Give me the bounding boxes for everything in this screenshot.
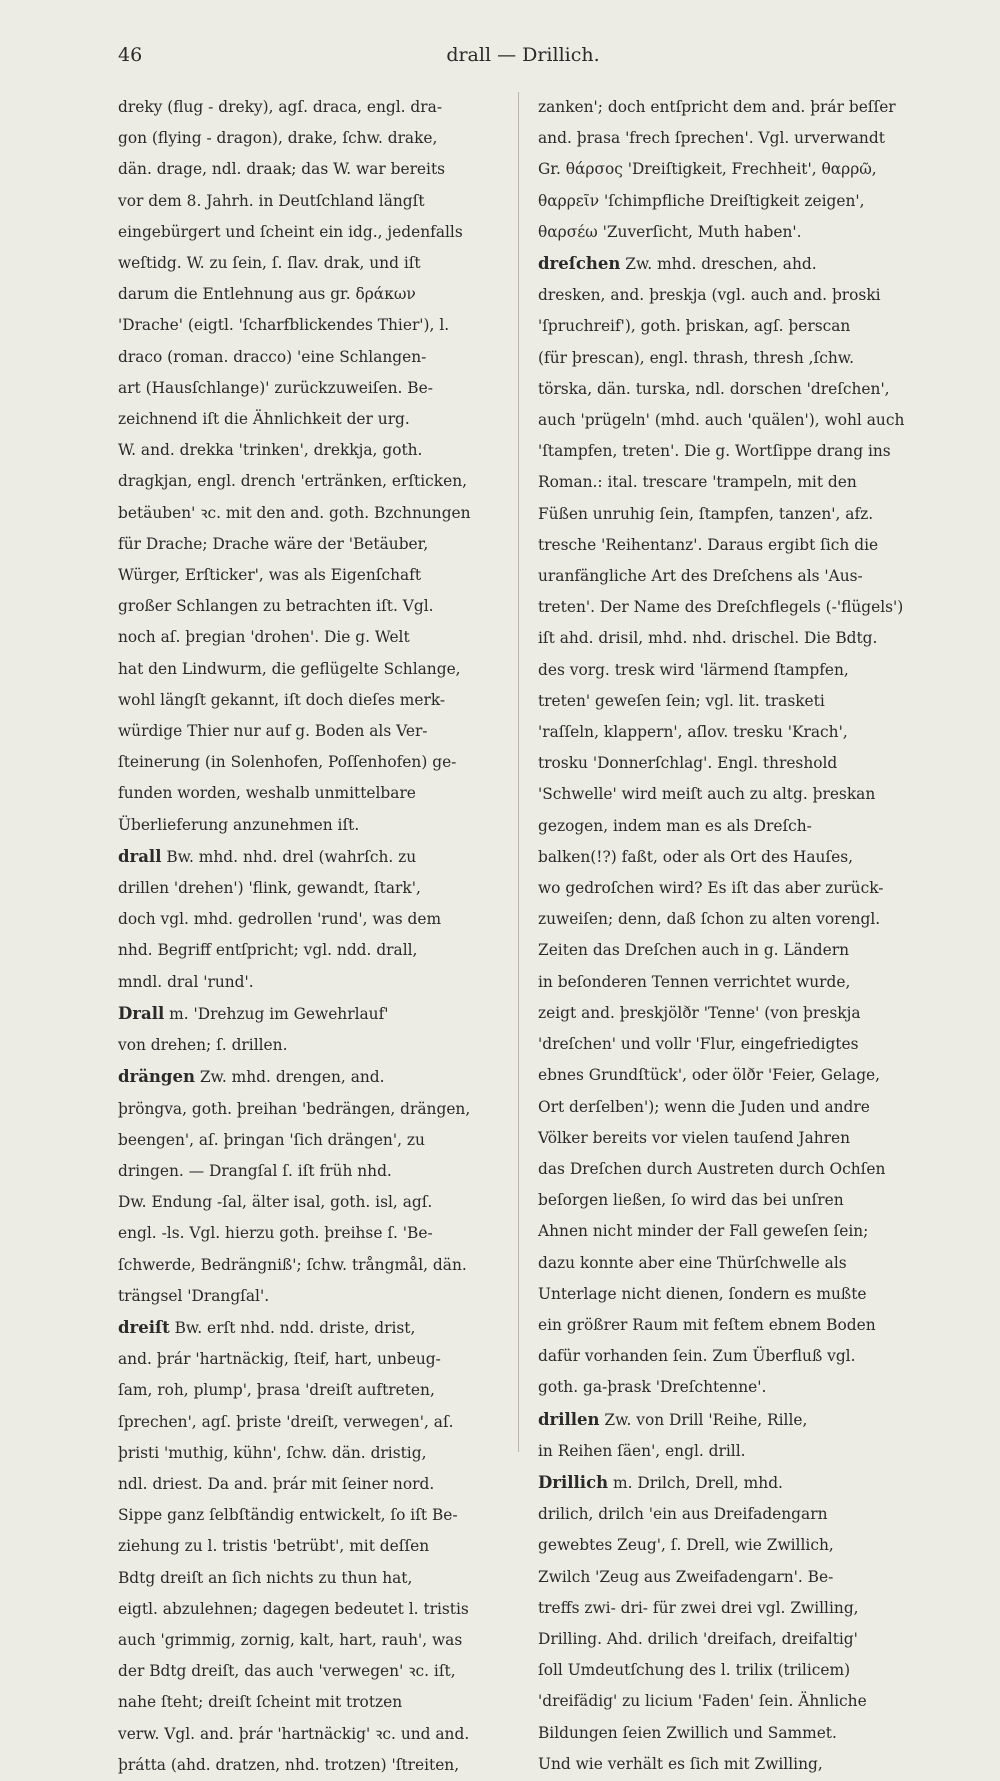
text-line xyxy=(538,374,926,405)
line-text: art (Hausſchlange)' zurückzuweiſen. Be- xyxy=(118,378,433,397)
line-text: auch 'prügeln' (mhd. auch 'quälen'), wohl auch xyxy=(538,411,905,430)
line-text: ndl. driest. Da and. þrár mit ſeiner nord. xyxy=(118,1474,435,1493)
line-text: drillen 'drehen') 'flink, gewandt, ſtark', xyxy=(118,879,421,898)
text-line xyxy=(118,810,500,841)
left-column xyxy=(118,92,500,1774)
text-line xyxy=(118,654,500,685)
line-text: Bdtg dreiſt an ſich nichts zu thun hat, xyxy=(118,1568,413,1587)
line-text: goth. ga-þrask 'Dreſchtenne'. xyxy=(538,1378,767,1397)
line-text: Überlieferung anzunehmen iſt. xyxy=(118,815,360,834)
line-text: 'ſtampfen, treten'. Die g. Wortſippe drang ins xyxy=(538,442,891,461)
column-divider xyxy=(518,92,519,1452)
text-line xyxy=(538,1372,926,1403)
line-text: ebnes Grundſtück', oder ölðr 'Feier, Gelage, xyxy=(538,1066,881,1085)
text-line xyxy=(538,1092,926,1123)
text-line xyxy=(118,1218,500,1249)
text-line xyxy=(538,1593,926,1624)
text-line xyxy=(118,248,500,279)
page-header xyxy=(118,44,928,74)
text-line xyxy=(118,716,500,747)
line-text: zeigt and. þreskjölðr 'Tenne' (von þreskja xyxy=(538,1003,861,1022)
text-line xyxy=(538,343,926,374)
text-line xyxy=(118,373,500,404)
line-text: Dw. Endung -ſal, älter isal, goth. isl, agſ. xyxy=(118,1193,433,1212)
line-text: ſprechen', agſ. þriste 'dreiſt, verwegen', aſ. xyxy=(118,1412,454,1431)
line-text: W. and. drekka 'trinken', drekkja, goth. xyxy=(118,441,423,460)
line-text: 'Drache' (eigtl. 'ſcharfblickendes Thier'), l. xyxy=(118,316,450,335)
line-text: Zw. von Drill 'Reihe, Rille, xyxy=(599,1410,808,1429)
text-line xyxy=(538,623,926,654)
line-text: tresche 'Reihentanz'. Daraus ergibt ſich die xyxy=(538,535,879,554)
line-text: dazu konnte aber eine Thürſchwelle als xyxy=(538,1253,847,1272)
line-text: Sippe ganz ſelbſtändig entwickelt, ſo iſt Be- xyxy=(118,1506,458,1525)
text-line xyxy=(118,622,500,653)
line-text: trängsel 'Drangſal'. xyxy=(118,1286,270,1305)
line-text: beſorgen ließen, ſo wird das bei unſren xyxy=(538,1191,844,1210)
line-text: Ort derſelben'); wenn die Juden und andre xyxy=(538,1097,870,1116)
line-text: würdige Thier nur auf g. Boden als Ver- xyxy=(118,722,428,741)
line-text: ſchwerde, Bedrängniß'; ſchw. trångmål, dän. xyxy=(118,1255,467,1274)
text-line xyxy=(538,1279,926,1310)
text-line xyxy=(118,1656,500,1687)
line-text: Bw. mhd. nhd. drel (wahrſch. zu xyxy=(161,847,417,866)
text-line xyxy=(538,311,926,342)
line-text: ziehung zu l. tristis 'betrübt', mit deſſen xyxy=(118,1537,430,1556)
text-line xyxy=(118,1563,500,1594)
line-text: dreky (flug - dreky), agſ. draca, engl. dra- xyxy=(118,98,443,116)
text-line xyxy=(538,655,926,686)
text-line xyxy=(538,998,926,1029)
text-line xyxy=(118,1125,500,1156)
line-text: 'dreifädig' zu licium 'Faden' ſein. Ähnliche xyxy=(538,1692,867,1711)
line-text: 'Schwelle' wird meiſt auch zu altg. þreskan xyxy=(538,785,876,804)
text-line xyxy=(118,935,500,966)
line-text: törska, dän. turska, ndl. dorschen 'dreſchen', xyxy=(538,379,890,398)
line-text: þrátta (ahd. dratzen, nhd. trotzen) 'ſtreiten, xyxy=(118,1755,460,1774)
line-text: für Drache; Drache wäre der 'Betäuber, xyxy=(118,534,429,553)
text-line xyxy=(538,1749,926,1780)
text-line xyxy=(118,529,500,560)
line-text: ſam, roh, plump', þrasa 'dreiſt auftreten, xyxy=(118,1381,435,1400)
line-text: gon (flying - dragon), drake, ſchw. drake, xyxy=(118,129,438,148)
text-line xyxy=(538,1499,926,1530)
text-line xyxy=(118,1375,500,1406)
text-line xyxy=(118,154,500,185)
text-line xyxy=(118,1187,500,1218)
entry-headword: Drillich xyxy=(538,1472,609,1492)
text-line xyxy=(538,248,926,280)
text-line xyxy=(538,499,926,530)
text-line xyxy=(118,498,500,529)
text-line xyxy=(538,1029,926,1060)
text-line xyxy=(118,435,500,466)
entry-headword: dreſchen xyxy=(538,254,621,274)
line-text: betäuben' ꝛc. mit den and. goth. Bzchnungen xyxy=(118,503,471,522)
text-line xyxy=(538,467,926,498)
text-line xyxy=(118,92,500,123)
text-line xyxy=(538,1436,926,1467)
text-line xyxy=(538,561,926,592)
text-line xyxy=(538,904,926,935)
line-text: uranfängliche Art des Dreſchens als 'Aus- xyxy=(538,567,863,586)
line-text: Zw. mhd. drengen, and. xyxy=(194,1068,385,1087)
line-text: Und wie verhält es ſich mit Zwilling, xyxy=(538,1754,823,1773)
text-line xyxy=(538,1530,926,1561)
text-line xyxy=(118,1156,500,1187)
line-text: von drehen; ſ. drillen. xyxy=(118,1036,288,1055)
text-line xyxy=(538,967,926,998)
text-line xyxy=(118,1407,500,1438)
text-line xyxy=(118,778,500,809)
line-text: Bw. erſt nhd. ndd. driste, drist, xyxy=(169,1318,416,1337)
line-text: zuweiſen; denn, daß ſchon zu alten vorengl. xyxy=(538,910,881,929)
line-text: gewebtes Zeug', ſ. Drell, wie Zwillich, xyxy=(538,1536,834,1555)
text-line xyxy=(118,1750,500,1781)
entry-headword: dreiſt xyxy=(118,1317,170,1337)
text-line xyxy=(118,1719,500,1750)
text-line xyxy=(538,1154,926,1185)
line-text: 'dreſchen' und vollr 'Flur, eingefriedigtes xyxy=(538,1035,859,1054)
line-text: auch 'grimmig, zornig, kalt, hart, rauh', was xyxy=(118,1630,463,1649)
line-text: großer Schlangen zu betrachten iſt. Vgl. xyxy=(118,597,434,616)
line-text: Füßen unruhig ſein, ſtampfen, tanzen', afz. xyxy=(538,504,874,523)
text-line xyxy=(118,279,500,310)
text-line xyxy=(538,436,926,467)
line-text: gezogen, indem man es als Dreſch- xyxy=(538,816,812,835)
line-text: funden worden, weshalb unmittelbare xyxy=(118,784,416,803)
line-text: in Reihen ſäen', engl. drill. xyxy=(538,1441,746,1460)
text-line xyxy=(118,310,500,341)
line-text: noch aſ. þregian 'drohen'. Die g. Welt xyxy=(118,628,410,647)
text-line xyxy=(538,811,926,842)
line-text: m. Drilch, Drell, mhd. xyxy=(608,1473,783,1492)
line-text: 'raſſeln, klappern', aſlov. tresku 'Krach', xyxy=(538,723,848,742)
line-text: iſt ahd. drisil, mhd. nhd. drischel. Die Bdtg. xyxy=(538,629,878,648)
line-text: Zw. mhd. dreschen, ahd. xyxy=(620,255,817,274)
line-text: dresken, and. þreskja (vgl. auch and. þroski xyxy=(538,286,881,305)
text-line xyxy=(118,1281,500,1312)
line-text: wo gedroſchen wird? Es iſt das aber zurück- xyxy=(538,879,884,898)
line-text: θαρρεῖν 'ſchimpfliche Dreiſtigkeit zeigen', xyxy=(538,191,865,210)
text-line xyxy=(538,717,926,748)
line-text: (für þrescan), engl. thrash, thresh ,ſchw. xyxy=(538,348,855,367)
text-line xyxy=(538,217,926,248)
line-text: and. þrasa 'frech ſprechen'. Vgl. urverwandt xyxy=(538,129,885,148)
line-text: dafür vorhanden ſein. Zum Überfluß vgl. xyxy=(538,1347,856,1366)
line-text: treffs zwi- dri- für zwei drei vgl. Zwilling, xyxy=(538,1598,859,1617)
text-line xyxy=(538,186,926,217)
text-line xyxy=(118,217,500,248)
line-text: 'ſpruchreif'), goth. þriskan, agſ. þerscan xyxy=(538,317,851,336)
text-line xyxy=(538,748,926,779)
text-line xyxy=(118,1061,500,1093)
text-line xyxy=(538,842,926,873)
text-line xyxy=(538,92,926,123)
text-line xyxy=(538,1123,926,1154)
line-text: des vorg. tresk wird 'lärmend ſtampfen, xyxy=(538,660,849,679)
text-line xyxy=(118,685,500,716)
line-text: Zeiten das Dreſchen auch in g. Ländern xyxy=(538,941,849,960)
line-text: þristi 'muthig, kühn', ſchw. dän. dristig, xyxy=(118,1443,427,1462)
text-line xyxy=(538,123,926,154)
line-text: eigtl. abzulehnen; dagegen bedeutet l. tristis xyxy=(118,1599,469,1618)
line-text: draco (roman. dracco) 'eine Schlangen- xyxy=(118,347,427,366)
text-line xyxy=(538,873,926,904)
text-line xyxy=(538,1216,926,1247)
text-line xyxy=(118,186,500,217)
text-line xyxy=(538,405,926,436)
line-text: beengen', aſ. þringan 'ſich drängen', zu xyxy=(118,1130,425,1149)
text-line xyxy=(118,967,500,998)
line-text: zanken'; doch entſpricht dem and. þrár beſſer xyxy=(538,98,896,116)
line-text: nahe ſteht; dreiſt ſcheint mit trotzen xyxy=(118,1693,403,1712)
line-text: doch vgl. mhd. gedrollen 'rund', was dem xyxy=(118,910,442,929)
line-text: Roman.: ital. trescare 'trampeln, mit den xyxy=(538,473,857,492)
line-text: þröngva, goth. þreihan 'bedrängen, drängen, xyxy=(118,1099,471,1118)
text-line xyxy=(118,1344,500,1375)
line-text: wohl längſt gekannt, iſt doch dieſes merk- xyxy=(118,690,446,709)
line-text: ſoll Umdeutſchung des l. trilix (trilicem) xyxy=(538,1661,851,1680)
running-head: drall — Drillich. xyxy=(446,44,600,66)
text-line xyxy=(118,1094,500,1125)
line-text: θαρσέω 'Zuverſicht, Muth haben'. xyxy=(538,222,802,241)
line-text: in beſonderen Tennen verrichtet wurde, xyxy=(538,972,851,991)
text-line xyxy=(118,998,500,1030)
line-text: trosku 'Donnerſchlag'. Engl. threshold xyxy=(538,754,838,773)
text-line xyxy=(538,592,926,623)
text-line xyxy=(118,1438,500,1469)
line-text: Unterlage nicht dienen, ſondern es mußte xyxy=(538,1284,867,1303)
text-line xyxy=(118,904,500,935)
text-line xyxy=(118,1030,500,1061)
entry-headword: drall xyxy=(118,846,162,866)
text-line xyxy=(118,1312,500,1344)
line-text: hat den Lindwurm, die geflügelte Schlange, xyxy=(118,659,461,678)
text-line xyxy=(538,1686,926,1717)
line-text: Gr. θάρσος 'Dreiſtigkeit, Frechheit', θαρρῶ, xyxy=(538,160,877,179)
text-line xyxy=(118,841,500,873)
text-line xyxy=(118,591,500,622)
line-text: mndl. dral 'rund'. xyxy=(118,972,254,991)
line-text: Zwilch 'Zeug aus Zweifadengarn'. Be- xyxy=(538,1567,834,1586)
text-line xyxy=(538,1624,926,1655)
text-line xyxy=(538,1060,926,1091)
line-text: eingebürgert und ſcheint ein idg., jedenfalls xyxy=(118,222,463,241)
line-text: ein größrer Raum mit feſtem ebnem Boden xyxy=(538,1315,876,1334)
text-line xyxy=(118,1250,500,1281)
line-text: balken(!?) faßt, oder als Ort des Hauſes, xyxy=(538,847,854,866)
text-line xyxy=(118,560,500,591)
line-text: Würger, Erſticker', was als Eigenſchaft xyxy=(118,566,422,585)
line-text: m. 'Drehzug im Gewehrlauf' xyxy=(164,1004,389,1023)
text-line xyxy=(538,1467,926,1499)
line-text: Drilling. Ahd. drilich 'dreifach, dreifaltig' xyxy=(538,1629,858,1648)
line-text: verw. Vgl. and. þrár 'hartnäckig' ꝛc. und and. xyxy=(118,1724,470,1743)
text-line xyxy=(538,154,926,185)
text-line xyxy=(118,342,500,373)
entry-headword: drillen xyxy=(538,1409,600,1429)
text-line xyxy=(118,747,500,778)
line-text: treten'. Der Name des Dreſchflegels (-'flügels') xyxy=(538,598,904,617)
entry-headword: drängen xyxy=(118,1067,195,1087)
text-line xyxy=(538,530,926,561)
text-line xyxy=(118,466,500,497)
text-line xyxy=(118,1687,500,1718)
text-line xyxy=(538,1404,926,1436)
text-line xyxy=(118,1469,500,1500)
line-text: vor dem 8. Jahrh. in Deutſchland längſt xyxy=(118,191,425,210)
text-line xyxy=(118,1500,500,1531)
line-text: Bildungen ſeien Zwillich und Sammet. xyxy=(538,1723,837,1742)
line-text: dringen. — Drangſal ſ. iſt früh nhd. xyxy=(118,1161,392,1180)
right-column xyxy=(538,92,926,1773)
line-text: weſtidg. W. zu ſein, ſ. ſlav. drak, und iſt xyxy=(118,254,421,273)
text-line xyxy=(538,1718,926,1749)
page-number: 46 xyxy=(118,44,143,66)
line-text: drilich, drilch 'ein aus Dreifadengarn xyxy=(538,1505,828,1524)
line-text: and. þrár 'hartnäckig, ſteif, hart, unbeug- xyxy=(118,1350,441,1369)
text-line xyxy=(118,1531,500,1562)
text-line xyxy=(118,123,500,154)
text-line xyxy=(118,1594,500,1625)
text-line xyxy=(538,1341,926,1372)
text-line xyxy=(118,1625,500,1656)
line-text: Völker bereits vor vielen tauſend Jahren xyxy=(538,1128,851,1147)
line-text: das Dreſchen durch Austreten durch Ochſen xyxy=(538,1159,886,1178)
text-line xyxy=(538,1310,926,1341)
line-text: dragkjan, engl. drench 'ertränken, erſticken, xyxy=(118,472,468,491)
line-text: Ahnen nicht minder der Fall geweſen ſein; xyxy=(538,1222,869,1241)
line-text: darum die Entlehnung aus gr. δράκων xyxy=(118,285,416,304)
line-text: treten' geweſen ſein; vgl. lit. trasketi xyxy=(538,691,825,710)
text-line xyxy=(118,873,500,904)
line-text: der Bdtg dreiſt, das auch 'verwegen' ꝛc. iſt, xyxy=(118,1662,456,1681)
text-line xyxy=(538,779,926,810)
text-line xyxy=(538,1248,926,1279)
entry-headword: Drall xyxy=(118,1003,165,1023)
text-line xyxy=(538,686,926,717)
line-text: ſteinerung (in Solenhofen, Poſſenhofen) ge- xyxy=(118,753,457,772)
text-line xyxy=(538,1562,926,1593)
text-line xyxy=(538,935,926,966)
text-line xyxy=(538,1655,926,1686)
text-line xyxy=(538,280,926,311)
line-text: dän. drage, ndl. draak; das W. war bereits xyxy=(118,160,446,179)
text-line xyxy=(118,404,500,435)
line-text: nhd. Begriff entſpricht; vgl. ndd. drall, xyxy=(118,941,418,960)
line-text: engl. -ls. Vgl. hierzu goth. þreihse ſ. 'Be- xyxy=(118,1224,433,1243)
text-line xyxy=(538,1185,926,1216)
line-text: zeichnend iſt die Ähnlichkeit der urg. xyxy=(118,410,410,429)
